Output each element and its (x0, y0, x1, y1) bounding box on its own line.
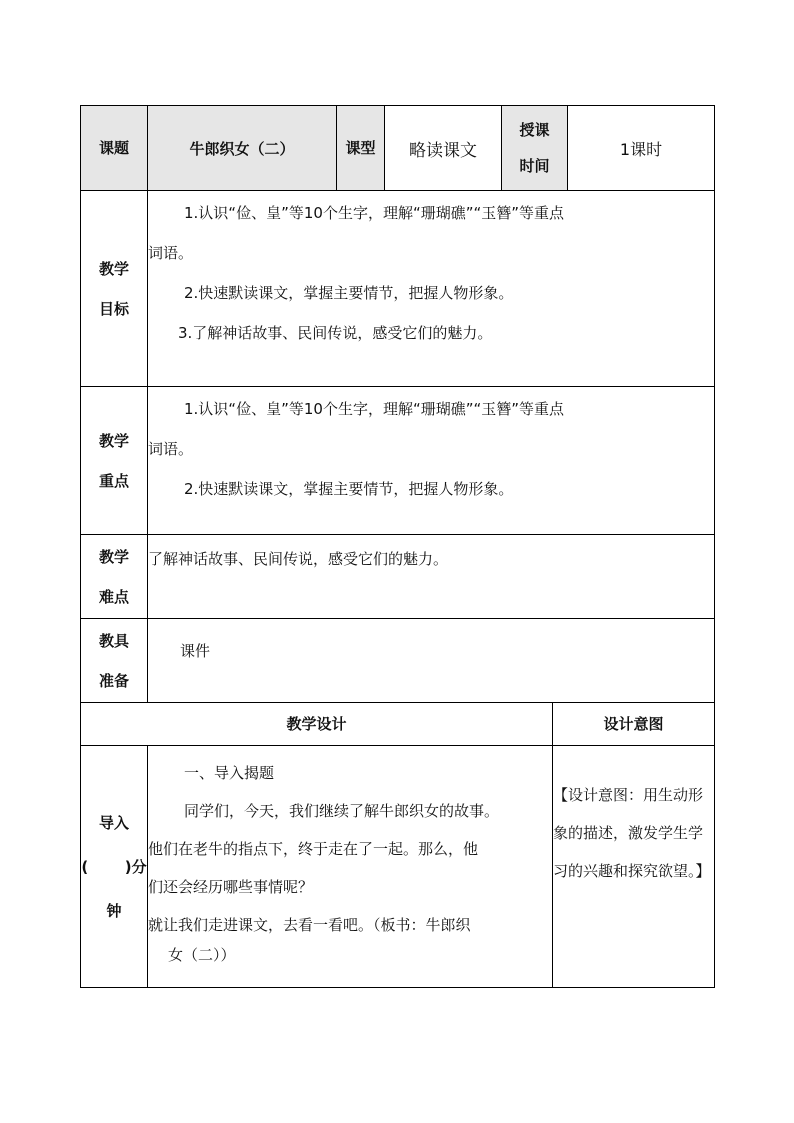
daoru-label-line1: 导入 (98, 813, 129, 832)
daoru-content (148, 746, 553, 988)
nandian-text: 了解神话故事、民间传说，感受它们的魅力。 (148, 535, 715, 619)
nandian-row (81, 535, 715, 619)
daoru-line-3: 他们在老牛的指点下，终于走在了一起。那么，他 (148, 840, 479, 858)
lesson-title: 牛郎织女（二） (148, 106, 337, 191)
jiaoju-label-line2: 准备 (98, 671, 129, 690)
nandian-label-line2: 难点 (98, 587, 129, 606)
mubiao-content (148, 191, 715, 387)
jiaoju-row (81, 619, 715, 703)
kexing-value: 略读课文 (385, 106, 502, 191)
zhongdian-label-line1: 教学 (98, 431, 129, 450)
nandian-label-line1: 教学 (98, 547, 129, 566)
daoru-intent-line-2: 象的描述，激发学生学 (553, 824, 704, 842)
daoru-line-4: 们还会经历哪些事情呢？ (148, 878, 314, 896)
zhongdian-content (148, 387, 715, 535)
daoru-paren-close: ) (124, 857, 132, 876)
zhongdian-line-1: 1.认识“俭、皇”等10个生字，理解“珊瑚礁”“玉簪”等重点 (184, 400, 565, 418)
daoru-line-6: 女（二）） (168, 946, 236, 964)
daoru-intent-line-3: 习的兴趣和探究欲望。】 (553, 862, 711, 880)
zhongdian-label (81, 387, 148, 535)
mubiao-line-4: 3.了解神话故事、民间传说，感受它们的魅力。 (178, 324, 493, 342)
intent-header: 设计意图 (553, 703, 715, 746)
daoru-intent (553, 746, 715, 988)
mubiao-line-1: 1.认识“俭、皇”等10个生字，理解“珊瑚礁”“玉簪”等重点 (184, 204, 565, 222)
shijian-label-line2: 时间 (519, 157, 550, 175)
daoru-fen: 分 (131, 857, 147, 876)
daoru-row (81, 746, 715, 988)
daoru-label-line3: 钟 (106, 901, 122, 920)
nandian-label (81, 535, 148, 619)
zhongdian-line-2: 词语。 (148, 440, 194, 458)
lesson-plan-table (80, 105, 715, 988)
mubiao-label-line2: 目标 (98, 299, 129, 318)
design-header: 教学设计 (81, 703, 553, 746)
jiaoju-text: 课件 (148, 619, 715, 703)
mubiao-line-2: 词语。 (148, 244, 194, 262)
jiaoju-label (81, 619, 148, 703)
daoru-paren-open: ( (81, 857, 89, 876)
daoru-line-2: 同学们，今天，我们继续了解牛郎织女的故事。 (184, 802, 500, 820)
kexing-label: 课型 (337, 106, 385, 191)
design-header-row (81, 703, 715, 746)
header-row (81, 106, 715, 191)
shijian-label-line1: 授课 (519, 121, 550, 139)
jiaoju-label-line1: 教具 (98, 631, 129, 650)
daoru-label (81, 746, 148, 988)
daoru-label-line2 (81, 845, 147, 889)
zhongdian-label-line2: 重点 (98, 471, 129, 490)
keti-label: 课题 (81, 106, 148, 191)
mubiao-row (81, 191, 715, 387)
mubiao-label-line1: 教学 (98, 259, 129, 278)
mubiao-line-3: 2.快速默读课文，掌握主要情节，把握人物形象。 (184, 284, 514, 302)
mubiao-label (81, 191, 148, 387)
shijian-label (502, 106, 568, 191)
daoru-line-5: 就让我们走进课文，去看一看吧。（板书：牛郎织 (148, 916, 471, 934)
zhongdian-line-3: 2.快速默读课文，掌握主要情节，把握人物形象。 (184, 480, 514, 498)
zhongdian-row (81, 387, 715, 535)
shijian-value: 1课时 (568, 106, 715, 191)
daoru-line-1: 一、导入揭题 (184, 764, 275, 782)
daoru-intent-line-1: 【设计意图：用生动形 (553, 786, 704, 804)
